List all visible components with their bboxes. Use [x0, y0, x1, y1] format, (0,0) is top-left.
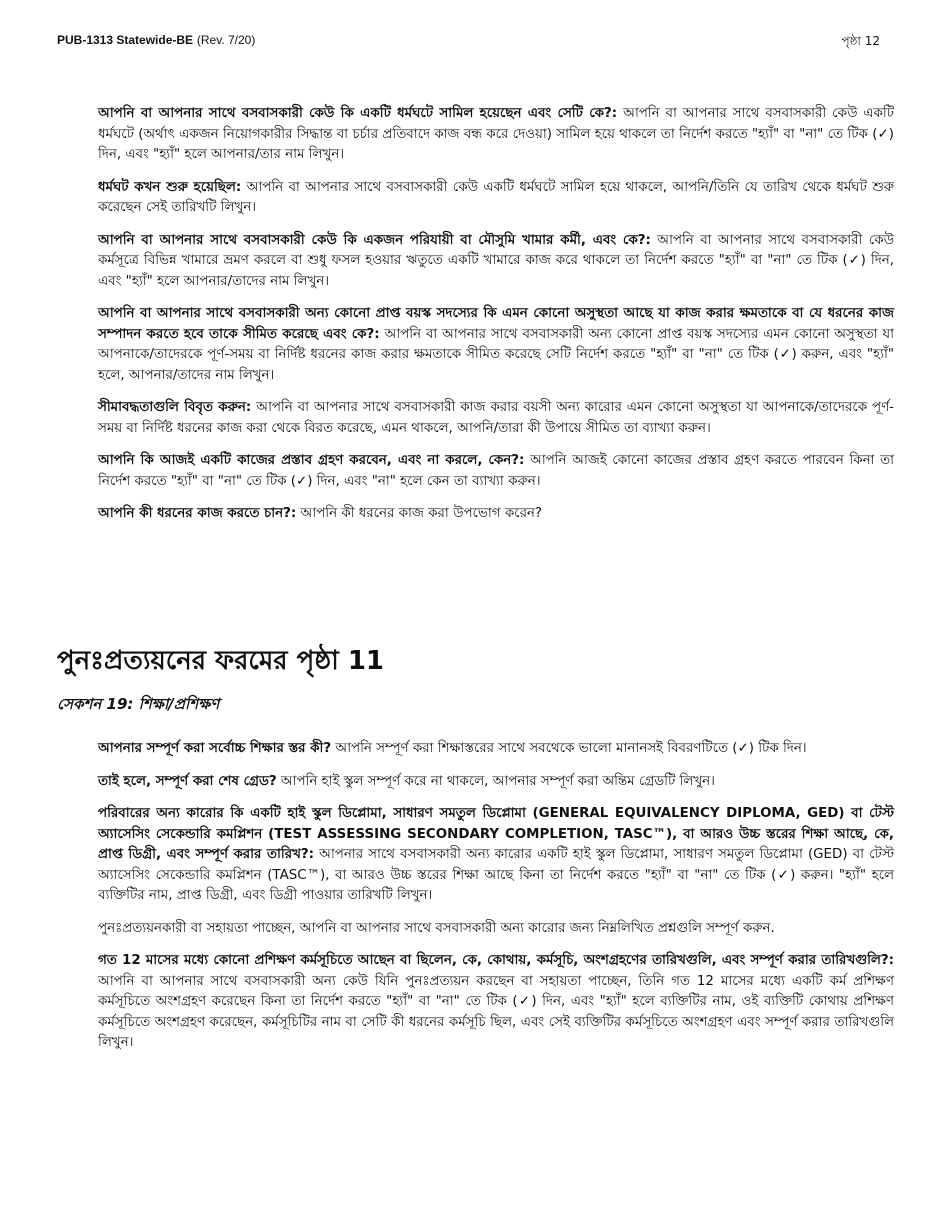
explanation: পুনঃপ্রত্যয়নকারী বা সহায়তা পাচ্ছেন, আপনি বা আপনার সাথে বসবাসকারী অন্য কারোর জন্য নিম্নলিখিত প্রশ্নগুলি সম্পূর্ণ করুন.: [98, 920, 775, 936]
question: আপনি বা আপনার সাথে বসবাসকারী কেউ কি একটি ধর্মঘটে সামিল হয়েছেন এবং সেটি কে?:: [98, 106, 618, 121]
explanation: আপনি আজই কোনো কাজের প্রস্তাব গ্রহণ করতে পারবেন কিনা তা নির্দেশ করতে "হ্যাঁ" বা "না" তে টিক (✓) দিন, এবং "না" হলে কেন তা ব্যাখ্যা করুন।: [98, 453, 894, 489]
form-id: PUB-1313 Statewide-BE: [57, 33, 194, 47]
paragraph: [98, 104, 894, 166]
paragraph: [98, 398, 894, 439]
question: আপনি বা আপনার সাথে বসবাসকারী কেউ কি একজন পরিযায়ী বা মৌসুমি খামার কর্মী, এবং কে?:: [98, 232, 651, 248]
question: সীমাবদ্ধতাগুলি বিবৃত করুন:: [98, 400, 252, 415]
paragraph: [98, 919, 894, 940]
paragraph: [98, 804, 894, 907]
page-header: [57, 33, 880, 47]
paragraph: [98, 451, 894, 492]
paragraph: [98, 739, 894, 760]
paragraph: [98, 504, 894, 525]
paragraph: [98, 304, 894, 386]
question: আপনি কি আজই একটি কাজের প্রস্তাব গ্রহণ করবেন, এবং না করলে, কেন?:: [98, 453, 525, 468]
question: পরিবারের অন্য কারোর কি একটি হাই স্কুল ডিপ্লোমা, সাধারণ সমতুল ডিপ্লোমা (GENERAL EQUIVALENCY DIPLOMA, GED) বা টেস্ট অ্যাসেসিং সেকেন্ডারি কমপ্লিশন (TEST ASSESSING SECONDARY COMPLETION, TASC™), বা আরও উচ্চ স্তরের শিক্ষা আছে, কে, প্রাপ্ত ডিগ্রী, এবং সম্পূর্ণ করার তারিখ?:: [98, 806, 894, 862]
explanation: আপনি বা আপনার সাথে বসবাসকারী কাজ করার বয়সী অন্য কারোর এমন কোনো অসুস্থতা যা আপনাকে/তাদেরকে পূর্ণ-সময় বা নির্দিষ্ট ধরনের কাজ করা থেকে বিরত করেছে, এমন থাকলে, আপনি/তারা কী উপায়ে সীমিত তা ব্যাখ্যা করুন।: [98, 400, 895, 436]
explanation: আপনি হাই স্কুল সম্পূর্ণ করে না থাকলে, আপনার সম্পূর্ণ করা অন্তিম গ্রেডটি লিখুন।: [280, 773, 715, 789]
explanation: আপনি বা আপনার সাথে বসবাসকারী অন্য কোনো প্রাপ্ত বয়স্ক সদস্যের এমন কোনো অসুস্থতা যা আপনাকে/তাদেরকে পূর্ণ-সময় বা নির্দিষ্ট ধরনের কাজ করার ক্ষমতাকে সীমিত করেছে সেটি নির্দেশ করতে "হ্যাঁ" বা "না" তে টিক (✓) করুন, এবং "হ্যাঁ" হলে, আপনার/তাদের নাম লিখুন।: [98, 326, 894, 383]
question: আপনি কী ধরনের কাজ করতে চান?:: [98, 506, 297, 521]
page-heading: পুনঃপ্রত্যয়নের ফরমের পৃষ্ঠা 11: [57, 646, 385, 676]
question: আপনি বা আপনার সাথে বসবাসকারী অন্য কোনো প্রাপ্ত বয়স্ক সদস্যের কি এমন কোনো অসুস্থতা আছে যা কাজ করার ক্ষমতাকে বা যে ধরনের কাজ সম্পাদন করতে হবে তাকে সীমিত করেছে এবং কে?:: [98, 306, 894, 342]
paragraph: [98, 951, 894, 1054]
question: ধর্মঘট কখন শুরু হয়েছিল:: [98, 179, 242, 195]
page-number: পৃষ্ঠা 12: [841, 34, 880, 48]
explanation: আপনি বা আপনার সাথে বসবাসকারী কেউ একটি ধর্মঘটে (অর্থাৎ একজন নিয়োগকারীর সিদ্ধান্ত বা চর্চার প্রতিবাদে কাজ বন্ধ করে দেওয়া) সামিল হয়ে থাকলে তা নির্দেশ করতে "হ্যাঁ" বা "না" তে টিক (✓) দিন, এবং "হ্যাঁ" হলে আপনার/তার নাম লিখুন।: [98, 106, 894, 162]
revision: (Rev. 7/20): [196, 33, 256, 47]
question: গত 12 মাসের মধ্যে কোনো প্রশিক্ষণ কর্মসূচিতে আছেন বা ছিলেন, কে, কোথায়, কর্মসূচি, অংশগ্রহণের তারিখগুলি, এবং সম্পূর্ণ করার তারিখগুলি?:: [98, 953, 894, 968]
question: তাই হলে, সম্পূর্ণ করা শেষ গ্রেড?: [98, 773, 277, 789]
explanation: আপনি বা আপনার সাথে বসবাসকারী কেউ কর্মসূত্রে বিভিন্ন খামারে ভ্রমণ করলে বা শুধু ফসল হওয়ার ঋতুতে একটি খামারে কাজ করে থাকলে তা নির্দেশ করতে "হ্যাঁ" বা "না" তে টিক (✓) দিন, এবং "হ্যাঁ" হলে আপনার/তাদের নাম লিখুন।: [98, 232, 895, 289]
paragraph: [98, 772, 894, 793]
section-b: [98, 739, 894, 1066]
paragraph: [98, 231, 894, 293]
section-a: [98, 104, 894, 537]
explanation: আপনি বা আপনার সাথে বসবাসকারী অন্য কেউ যিনি পুনঃপ্রত্যয়ন করছেন বা সহায়তা পাচ্ছেন, তিনি গত 12 মাসের মধ্যে একটি কর্ম প্রশিক্ষণ কর্মসূচিতে অংশগ্রহণ করেছেন কিনা তা নির্দেশ করতে "হ্যাঁ" বা "না" তে টিক (✓) দিন, এবং "হ্যাঁ" হলে ব্যক্তিটির নাম, ওই ব্যক্তিটি কোথায় প্রশিক্ষণ কর্মসূচিতে অংশগ্রহণ করেছেন, কর্মসূচিটির নাম বা সেটি কী ধরনের কর্মসূচি ছিল, এবং সেই ব্যক্তিটির কর্মসূচিতে অংশগ্রহণ এবং সম্পূর্ণ করার তারিখগুলি লিখুন।: [98, 973, 894, 1050]
explanation: আপনি সম্পূর্ণ করা শিক্ষাস্তরের সাথে সবথেকে ভালো মানানসই বিবরণটিতে (✓) টিক দিন।: [335, 741, 807, 756]
section-title: সেকশন 19: শিক্ষা/প্রশিক্ষণ: [57, 695, 220, 713]
explanation: আপনি কী ধরনের কাজ করা উপভোগ করেন?: [300, 506, 543, 521]
explanation: আপনি বা আপনার সাথে বসবাসকারী কেউ একটি ধর্মঘটে সামিল হয়ে থাকলে, আপনি/তিনি যে তারিখ থেকে ধর্মঘট শুরু করেছেন সেই তারিখটি লিখুন।: [98, 179, 895, 215]
explanation: আপনার সাথে বসবাসকারী অন্য কারোর একটি হাই স্কুল ডিপ্লোমা, সাধারণ সমতুল ডিপ্লোমা (GED) বা টেস্ট অ্যাসেসিং সেকেন্ডারি কমপ্লিশন (TASC™), বা আরও উচ্চ স্তরের শিক্ষা আছে কিনা তা নির্দেশ করতে "হ্যাঁ" বা "না" তে টিক (✓) করুন। "হ্যাঁ" হলে ব্যক্তিটির নাম, প্রাপ্ত ডিগ্রী, এবং ডিগ্রী পাওয়ার তারিখটি লিখুন।: [98, 847, 894, 903]
paragraph: [98, 178, 894, 219]
question: আপনার সম্পূর্ণ করা সর্বোচ্চ শিক্ষার স্তর কী?: [98, 741, 332, 756]
